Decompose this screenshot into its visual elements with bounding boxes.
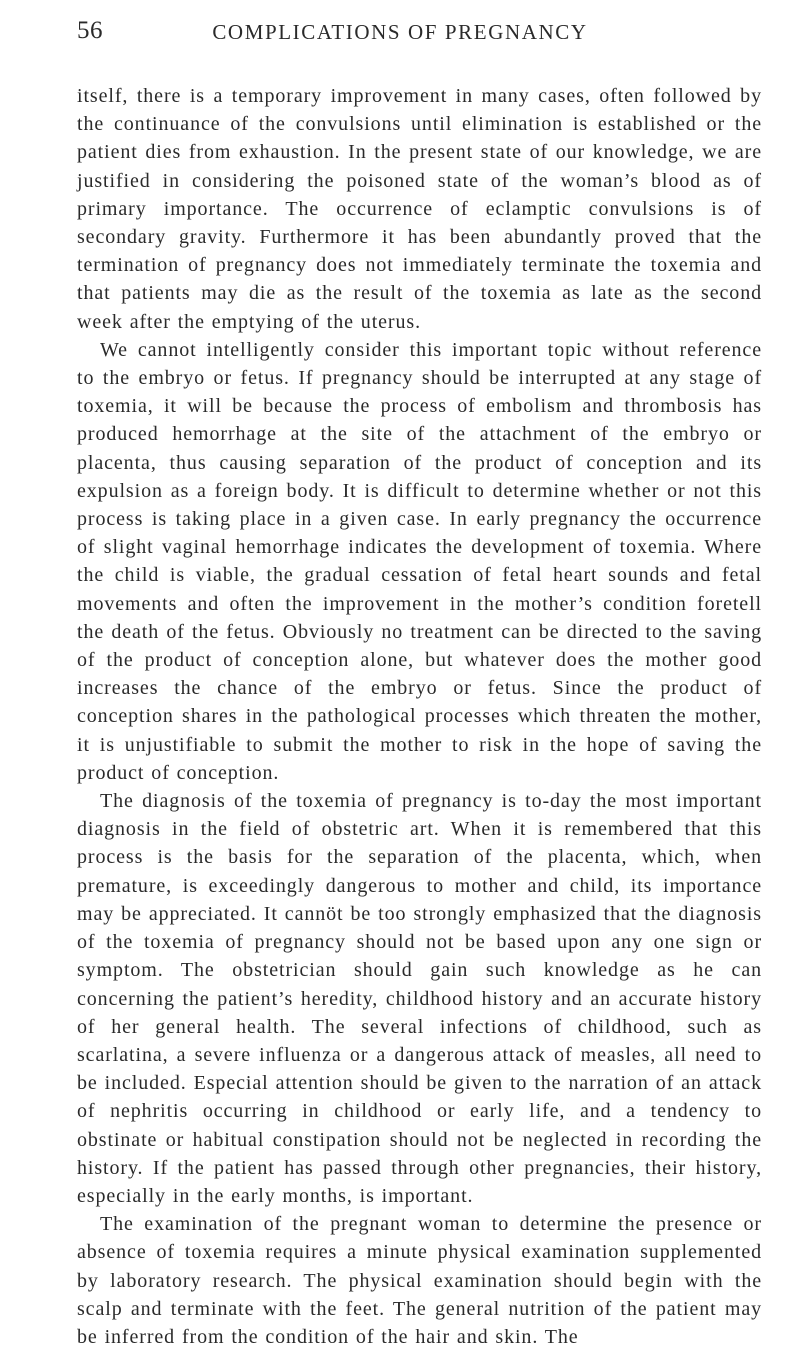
paragraph-continued: itself, there is a temporary improvement in many cases, often followed by the continuance of the convulsions until elimination is established or the patient dies from exhaustion. In the present state of our knowledge, we are justified in considering the poisoned state of the woman’s blood as of primary importance. The occurrence of eclamptic convulsions is of secondary gravity. Furthermore it has been abundantly proved that the termination of pregnancy does not immediately terminate the toxemia and that patients may die as the result of the toxemia as late as the second week after the emptying of the uterus. xyxy=(77,85,762,333)
paragraph-embryo-fetus: We cannot intelligently consider this important topic without reference to the embryo or fetus. If pregnancy should be interrupted at any stage of toxemia, it will be because the process of embolism and thrombosis has produced hemorrhage at the site of the attachment of the embryo or placenta, thus causing separation of the product of conception and its expulsion as a foreign body. It is difficult to determine whether or not this process is taking place in a given case. In early pregnancy the occurrence of slight vaginal hemorrhage indicates the development of toxemia. Where the child is viable, the gradual cessation of fetal heart sounds and fetal movements and often the improvement in the mother’s condition foretell the death of the fetus. Obviously no treatment can be directed to the saving of the product of conception alone, but whatever does the mother good increases the chance of the embryo or fetus. Since the product of conception shares in the pathological processes which threaten the mother, it is unjustifiable to submit the mother to risk in the hope of saving the product of conception. xyxy=(77,338,762,784)
page-number: 56 xyxy=(77,17,103,44)
paragraph-examination: The examination of the pregnant woman to determine the presence or absence of toxemia requires a minute physical examination supplemented by laboratory research. The physical examination should begin with the scalp and terminate with the feet. The general nutrition of the patient may be inferred from the condition of the hair and skin. The xyxy=(77,1213,762,1348)
running-head-title: COMPLICATIONS OF PREGNANCY xyxy=(212,20,588,44)
paragraph-diagnosis: The diagnosis of the toxemia of pregnancy is to-day the most important diagnosis in the field of obstetric art. When it is remembered that this process is the basis for the separation of the placenta, which, when premature, is exceedingly dangerous to mother and child, its importance may be appreciated. It cannöt be too strongly emphasized that the diagnosis of the toxemia of pregnancy should not be based upon any one sign or symptom. The obstetrician should gain such knowledge as he can concerning the patient’s heredity, childhood history and an accurate history of her general health. The several infections of childhood, such as scarlatina, a severe influenza or a dangerous attack of measles, all need to be included. Especial attention should be given to the narration of an attack of nephritis occurring in childhood or early life, and a tendency to obstinate or habitual constipation should not be neglected in recording the history. If the patient has passed through other pregnancies, their history, especially in the early months, is important. xyxy=(77,790,762,1207)
body-text xyxy=(77,82,762,1351)
